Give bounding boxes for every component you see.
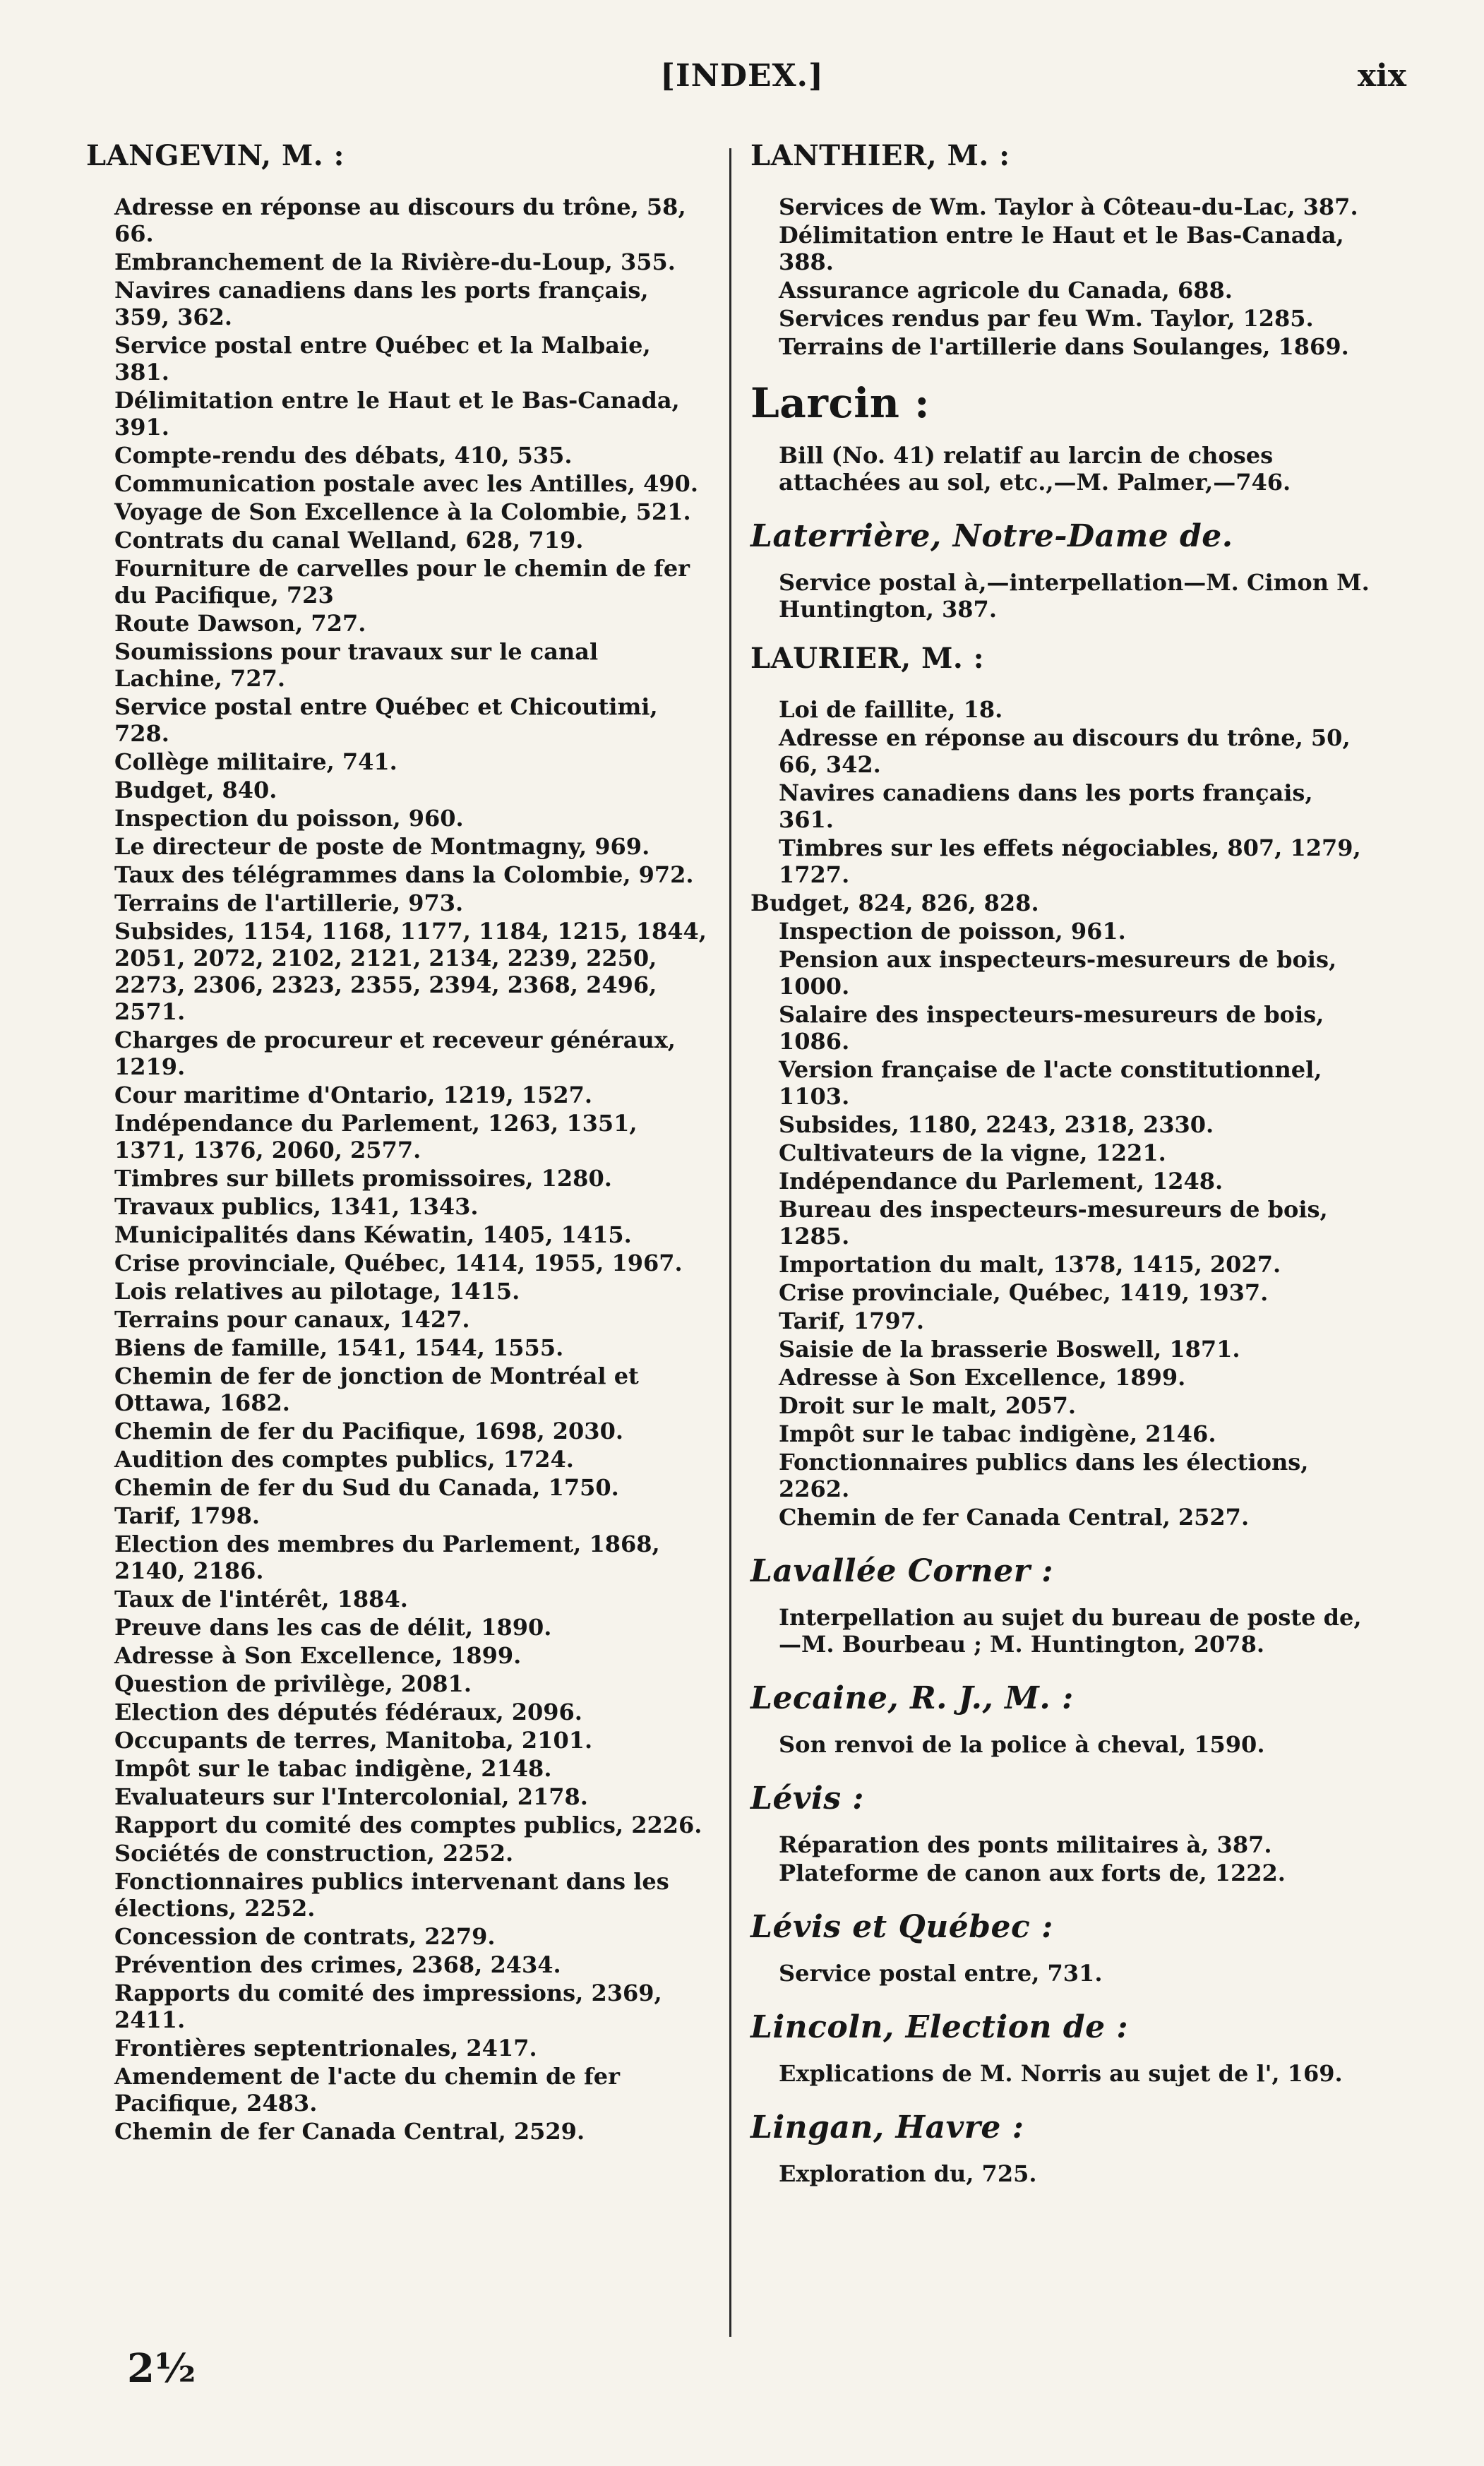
entry-list-lingan xyxy=(750,2160,1372,2187)
index-entry: Rapport du comité des comptes publics, 2226. xyxy=(114,1812,702,1838)
index-entry: Exploration du, 725. xyxy=(779,2160,1037,2187)
index-entry: Subsides, 1154, 1168, 1177, 1184, 1215, 1844, 2051, 2072, 2102, 2121, 2134, 2239, 2250, 2273, 2306, 2323, 2355, 2394, 2368, 2496, 2571. xyxy=(114,918,707,1025)
index-entry: Délimitation entre le Haut et le Bas-Canada, 388. xyxy=(779,222,1344,275)
index-entry: Son renvoi de la police à cheval, 1590. xyxy=(779,1731,1265,1758)
index-heading-levis-quebec: Lévis et Québec : xyxy=(750,1909,1053,1945)
index-entry: Audition des comptes publics, 1724. xyxy=(114,1446,574,1473)
index-entry: Occupants de terres, Manitoba, 2101. xyxy=(114,1727,593,1754)
index-entry: Adresse à Son Excellence, 1899. xyxy=(114,1642,522,1669)
index-heading-lingan: Lingan, Havre : xyxy=(750,2109,1024,2145)
signature-mark: 2½ xyxy=(127,2345,196,2392)
index-entry: Evaluateurs sur l'Intercolonial, 2178. xyxy=(114,1783,588,1810)
entry-list-levis-quebec xyxy=(750,1960,1372,1987)
index-entry: Importation du malt, 1378, 1415, 2027. xyxy=(779,1251,1281,1278)
index-entry: Compte-rendu des débats, 410, 535. xyxy=(114,442,573,469)
index-entry: Service postal entre, 731. xyxy=(779,1960,1103,1987)
index-entry: Adresse en réponse au discours du trône, 50, 66, 342. xyxy=(779,724,1351,778)
index-entry: Collège militaire, 741. xyxy=(114,748,397,775)
index-entry: Navires canadiens dans les ports français, 361. xyxy=(779,779,1313,833)
index-entry: Preuve dans les cas de délit, 1890. xyxy=(114,1614,552,1641)
index-heading-lincoln: Lincoln, Election de : xyxy=(750,2009,1129,2045)
index-entry: Route Dawson, 727. xyxy=(114,610,366,637)
index-entry: Election des députés fédéraux, 2096. xyxy=(114,1699,582,1725)
index-entry: Rapports du comité des impressions, 2369, 2411. xyxy=(114,1980,662,2033)
index-entry: Taux des télégrammes dans la Colombie, 972. xyxy=(114,861,694,888)
index-entry: Services rendus par feu Wm. Taylor, 1285. xyxy=(779,305,1314,332)
index-entry: Crise provinciale, Québec, 1419, 1937. xyxy=(779,1279,1269,1306)
index-entry: Indépendance du Parlement, 1263, 1351, 1371, 1376, 2060, 2577. xyxy=(114,1110,638,1163)
index-entry: Adresse en réponse au discours du trône, 58, 66. xyxy=(114,193,686,247)
index-entry: Tarif, 1797. xyxy=(779,1307,925,1334)
index-entry: Plateforme de canon aux forts de, 1222. xyxy=(779,1860,1286,1886)
entry-list-lanthier xyxy=(750,193,1372,360)
index-entry: Crise provinciale, Québec, 1414, 1955, 1967. xyxy=(114,1250,683,1276)
index-entry: Fonctionnaires publics dans les élections, 2262. xyxy=(779,1449,1309,1502)
index-entry: Réparation des ponts militaires à, 387. xyxy=(779,1831,1272,1858)
index-entry: Inspection de poisson, 961. xyxy=(779,918,1126,945)
index-entry: Saisie de la brasserie Boswell, 1871. xyxy=(779,1336,1240,1363)
index-entry: Contrats du canal Welland, 628, 719. xyxy=(114,527,584,553)
index-entry: Service postal entre Québec et la Malbaie, 381. xyxy=(114,332,651,385)
index-entry: Tarif, 1798. xyxy=(114,1502,261,1529)
index-entry: Droit sur le malt, 2057. xyxy=(779,1392,1076,1419)
entry-list-langevin xyxy=(86,193,707,2145)
index-entry: Municipalités dans Kéwatin, 1405, 1415. xyxy=(114,1221,632,1248)
index-entry: Impôt sur le tabac indigène, 2148. xyxy=(114,1755,552,1782)
index-entry: Terrains de l'artillerie dans Soulanges, 1869. xyxy=(779,333,1349,360)
index-entry: Version française de l'acte constitutionnel, 1103. xyxy=(779,1056,1322,1110)
index-entry: Taux de l'intérêt, 1884. xyxy=(114,1586,408,1612)
index-entry: Pension aux inspecteurs-mesureurs de bois, 1000. xyxy=(779,946,1337,1000)
index-entry: Communication postale avec les Antilles, 490. xyxy=(114,470,698,497)
index-heading-langevin: LANGEVIN, M. : xyxy=(86,139,345,172)
index-entry: Assurance agricole du Canada, 688. xyxy=(779,277,1233,304)
right-column xyxy=(750,138,1372,2189)
index-entry: Loi de faillite, 18. xyxy=(779,696,1003,723)
index-entry: Frontières septentrionales, 2417. xyxy=(114,2035,537,2061)
index-entry: Fourniture de carvelles pour le chemin de fer du Pacifique, 723 xyxy=(114,555,690,609)
index-entry: Biens de famille, 1541, 1544, 1555. xyxy=(114,1334,564,1361)
entry-list-lincoln xyxy=(750,2060,1372,2087)
index-entry: Bureau des inspecteurs-mesureurs de bois, 1285. xyxy=(779,1196,1328,1250)
index-heading-levis: Lévis : xyxy=(750,1780,865,1816)
index-entry: Explications de M. Norris au sujet de l', 169. xyxy=(779,2060,1343,2087)
index-entry: Indépendance du Parlement, 1248. xyxy=(779,1168,1223,1195)
index-entry: Question de privilège, 2081. xyxy=(114,1670,472,1697)
entry-list-laurier-2 xyxy=(750,918,1372,1531)
index-entry: Chemin de fer Canada Central, 2529. xyxy=(114,2118,585,2145)
index-entry: Navires canadiens dans les ports français, 359, 362. xyxy=(114,277,649,330)
index-entry: Chemin de fer du Sud du Canada, 1750. xyxy=(114,1474,619,1501)
index-entry: Voyage de Son Excellence à la Colombie, 521. xyxy=(114,498,691,525)
index-entry: Adresse à Son Excellence, 1899. xyxy=(779,1364,1186,1391)
index-entry: Sociétés de construction, 2252. xyxy=(114,1840,514,1867)
index-entry: Services de Wm. Taylor à Côteau-du-Lac, 387. xyxy=(779,193,1358,220)
index-heading-lecaine: Lecaine, R. J., M. : xyxy=(750,1680,1074,1716)
index-entry: Terrains de l'artillerie, 973. xyxy=(114,890,464,916)
entry-list-levis xyxy=(750,1831,1372,1886)
index-heading-larcin: Larcin : xyxy=(750,379,931,427)
index-entry: Service postal à,—interpellation—M. Cimon M. Huntington, 387. xyxy=(779,569,1370,623)
index-entry: Interpellation au sujet du bureau de poste de,—M. Bourbeau ; M. Huntington, 2078. xyxy=(779,1604,1362,1658)
index-entry: Charges de procureur et receveur généraux, 1219. xyxy=(114,1026,676,1080)
index-entry: Chemin de fer du Pacifique, 1698, 2030. xyxy=(114,1418,623,1444)
left-column xyxy=(86,138,707,2146)
index-entry: Prévention des crimes, 2368, 2434. xyxy=(114,1951,561,1978)
entry-list-larcin xyxy=(750,442,1372,496)
index-entry: Fonctionnaires publics intervenant dans les élections, 2252. xyxy=(114,1868,669,1922)
index-entry: Election des membres du Parlement, 1868, 2140, 2186. xyxy=(114,1531,660,1584)
index-entry: Concession de contrats, 2279. xyxy=(114,1923,496,1950)
index-entry: Terrains pour canaux, 1427. xyxy=(114,1306,470,1333)
index-entry: Cour maritime d'Ontario, 1219, 1527. xyxy=(114,1082,592,1108)
index-heading-laterriere: Laterrière, Notre-Dame de. xyxy=(750,518,1233,554)
index-entry: Le directeur de poste de Montmagny, 969. xyxy=(114,833,650,860)
entry-list-laurier xyxy=(750,696,1372,888)
entry-list-laterriere xyxy=(750,569,1372,623)
page-number: xix xyxy=(1357,58,1406,94)
index-entry: Impôt sur le tabac indigène, 2146. xyxy=(779,1420,1216,1447)
index-entry: Timbres sur billets promissoires, 1280. xyxy=(114,1165,612,1192)
index-entry: Inspection du poisson, 960. xyxy=(114,805,464,832)
index-entry: Chemin de fer de jonction de Montréal et Ottawa, 1682. xyxy=(114,1363,639,1416)
index-entry: Embranchement de la Rivière-du-Loup, 355. xyxy=(114,249,676,275)
index-entry: Lois relatives au pilotage, 1415. xyxy=(114,1278,520,1305)
index-entry: Subsides, 1180, 2243, 2318, 2330. xyxy=(779,1111,1214,1138)
index-entry: Salaire des inspecteurs-mesureurs de bois, 1086. xyxy=(779,1001,1324,1055)
index-heading-laurier: LAURIER, M. : xyxy=(750,642,984,675)
index-entry: Chemin de fer Canada Central, 2527. xyxy=(779,1504,1250,1531)
entry-list-lecaine xyxy=(750,1731,1372,1758)
index-heading-lavallee: Lavallée Corner : xyxy=(750,1553,1054,1589)
index-entry: Service postal entre Québec et Chicoutimi, 728. xyxy=(114,693,658,747)
index-entry: Travaux publics, 1341, 1343. xyxy=(114,1193,479,1220)
index-entry: Délimitation entre le Haut et le Bas-Canada, 391. xyxy=(114,387,680,441)
index-entry: Budget, 840. xyxy=(114,777,277,803)
index-entry: Bill (No. 41) relatif au larcin de choses attachées au sol, etc.,—M. Palmer,—746. xyxy=(779,442,1291,496)
index-entry-budget-root: Budget, 824, 826, 828. xyxy=(750,890,1039,916)
index-entry: Soumissions pour travaux sur le canal Lachine, 727. xyxy=(114,638,599,692)
index-entry: Timbres sur les effets négociables, 807, 1279, 1727. xyxy=(779,834,1361,888)
index-heading-lanthier: LANTHIER, M. : xyxy=(750,139,1010,172)
page-header-title: [INDEX.] xyxy=(660,58,824,94)
index-entry: Cultivateurs de la vigne, 1221. xyxy=(779,1139,1166,1166)
index-entry: Amendement de l'acte du chemin de fer Pacifique, 2483. xyxy=(114,2063,620,2117)
entry-list-lavallee xyxy=(750,1604,1372,1658)
column-divider xyxy=(729,148,731,2337)
